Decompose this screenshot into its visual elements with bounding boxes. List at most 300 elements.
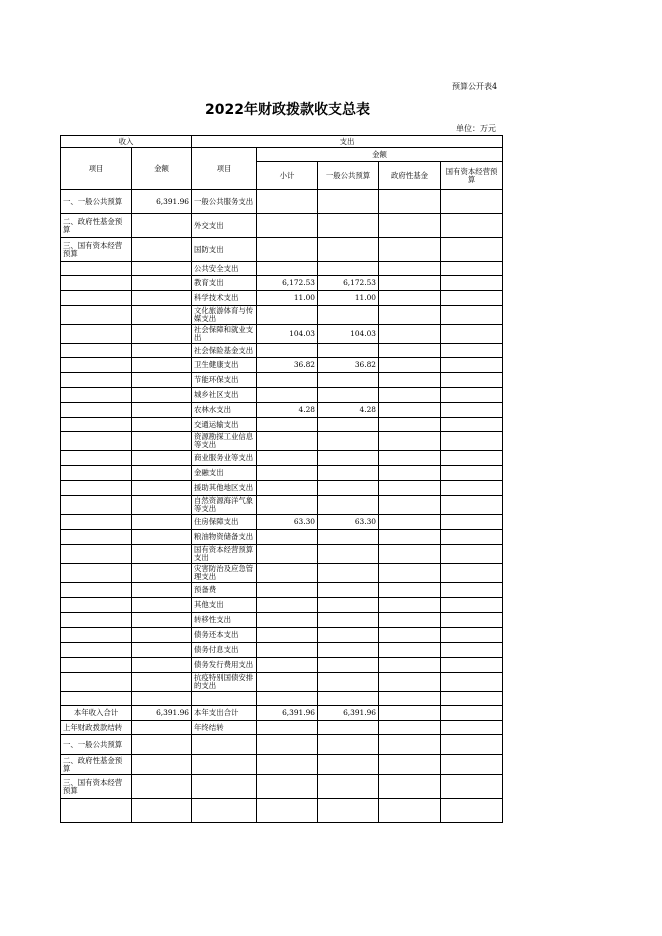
general-budget-cell <box>318 214 379 238</box>
state-capital-cell <box>441 496 503 515</box>
general-budget-cell <box>318 496 379 515</box>
expense-item-cell <box>192 799 257 823</box>
general-budget-cell: 11.00 <box>318 291 379 306</box>
income-amount-cell <box>132 496 192 515</box>
income-amount-cell <box>132 481 192 496</box>
general-budget-cell <box>318 545 379 564</box>
table-row <box>61 564 503 583</box>
subtotal-cell: 36.82 <box>257 358 318 373</box>
expense-item-cell <box>192 775 257 799</box>
expense-item-cell: 交通运输支出 <box>192 418 257 432</box>
fund-cell <box>379 775 441 799</box>
income-item-cell <box>61 545 132 564</box>
state-capital-cell <box>441 775 503 799</box>
general-budget-header: 一般公共预算 <box>318 162 379 190</box>
expense-item-cell: 转移性支出 <box>192 613 257 628</box>
subtotal-cell <box>257 466 318 481</box>
income-amount-cell <box>132 613 192 628</box>
income-item-header: 项目 <box>61 148 132 190</box>
table-row <box>61 190 503 214</box>
expense-item-cell: 商业服务业等支出 <box>192 451 257 466</box>
income-amount-header: 金额 <box>132 148 192 190</box>
expense-item-cell: 自然资源海洋气象等支出 <box>192 496 257 515</box>
income-item-cell <box>61 466 132 481</box>
state-capital-cell <box>441 306 503 325</box>
general-budget-cell: 63.30 <box>318 515 379 530</box>
income-item-cell <box>61 432 132 451</box>
expense-item-cell: 年终结转 <box>192 721 257 735</box>
table-row <box>61 481 503 496</box>
table-row <box>61 262 503 276</box>
fund-cell <box>379 706 441 721</box>
expense-item-cell: 本年支出合计 <box>192 706 257 721</box>
fund-cell <box>379 481 441 496</box>
fund-cell <box>379 735 441 755</box>
subtotal-cell <box>257 481 318 496</box>
table-row <box>61 515 503 530</box>
fund-cell <box>379 673 441 692</box>
general-budget-cell <box>318 418 379 432</box>
fund-cell <box>379 721 441 735</box>
income-amount-cell <box>132 673 192 692</box>
fund-cell <box>379 388 441 403</box>
expense-item-cell: 一般公共服务支出 <box>192 190 257 214</box>
expense-item-cell: 文化旅游体育与传媒支出 <box>192 306 257 325</box>
state-capital-cell <box>441 564 503 583</box>
state-capital-cell <box>441 545 503 564</box>
page-title: 2022年财政拨款收支总表 <box>205 102 370 118</box>
state-capital-header: 国有资本经营预算 <box>441 162 503 190</box>
expense-item-cell: 公共安全支出 <box>192 262 257 276</box>
table-row <box>61 775 503 799</box>
general-budget-cell <box>318 306 379 325</box>
income-amount-cell <box>132 564 192 583</box>
subtotal-cell <box>257 735 318 755</box>
expense-item-cell: 社会保险基金支出 <box>192 344 257 358</box>
state-capital-cell <box>441 418 503 432</box>
subtotal-cell <box>257 262 318 276</box>
fund-cell <box>379 238 441 262</box>
table-row <box>61 276 503 291</box>
income-item-cell: 本年收入合计 <box>61 706 132 721</box>
expense-item-cell <box>192 755 257 775</box>
table-row <box>61 598 503 613</box>
fund-cell <box>379 466 441 481</box>
state-capital-cell <box>441 706 503 721</box>
expense-item-cell <box>192 692 257 706</box>
expense-item-cell: 国有资本经营预算支出 <box>192 545 257 564</box>
income-amount-cell <box>132 755 192 775</box>
subtotal-cell: 6,172.53 <box>257 276 318 291</box>
subtotal-cell: 6,391.96 <box>257 706 318 721</box>
income-item-cell <box>61 325 132 344</box>
expense-header: 支出 <box>192 136 503 148</box>
expense-item-cell: 债务发行费用支出 <box>192 658 257 673</box>
general-budget-cell <box>318 373 379 388</box>
income-item-cell: 上年财政拨款结转 <box>61 721 132 735</box>
table-row <box>61 613 503 628</box>
income-item-cell <box>61 291 132 306</box>
fund-cell <box>379 545 441 564</box>
subtotal-cell <box>257 344 318 358</box>
state-capital-cell <box>441 643 503 658</box>
general-budget-cell: 6,172.53 <box>318 276 379 291</box>
state-capital-cell <box>441 735 503 755</box>
general-budget-cell <box>318 344 379 358</box>
general-budget-cell: 36.82 <box>318 358 379 373</box>
income-amount-cell <box>132 291 192 306</box>
expense-item-cell: 住房保障支出 <box>192 515 257 530</box>
expense-item-cell: 社会保障和就业支出 <box>192 325 257 344</box>
state-capital-cell <box>441 373 503 388</box>
subtotal-cell <box>257 658 318 673</box>
income-item-cell <box>61 262 132 276</box>
fund-cell <box>379 432 441 451</box>
income-amount-cell: 6,391.96 <box>132 190 192 214</box>
income-item-cell <box>61 403 132 418</box>
general-budget-cell: 4.28 <box>318 403 379 418</box>
income-amount-cell <box>132 658 192 673</box>
state-capital-cell <box>441 291 503 306</box>
state-capital-cell <box>441 214 503 238</box>
income-amount-cell <box>132 418 192 432</box>
income-amount-cell <box>132 325 192 344</box>
income-item-cell <box>61 643 132 658</box>
fund-cell <box>379 291 441 306</box>
fund-cell <box>379 583 441 598</box>
expense-item-cell: 外交支出 <box>192 214 257 238</box>
general-budget-cell <box>318 451 379 466</box>
subtotal-cell <box>257 238 318 262</box>
expense-item-cell: 灾害防治及应急管理支出 <box>192 564 257 583</box>
subtotal-cell <box>257 388 318 403</box>
table-row <box>61 545 503 564</box>
fund-cell <box>379 530 441 545</box>
state-capital-cell <box>441 358 503 373</box>
table-row <box>61 373 503 388</box>
fund-cell <box>379 373 441 388</box>
general-budget-cell <box>318 190 379 214</box>
fund-cell <box>379 658 441 673</box>
income-amount-cell <box>132 530 192 545</box>
table-row <box>61 735 503 755</box>
state-capital-cell <box>441 325 503 344</box>
subtotal-cell <box>257 418 318 432</box>
unit-label: 单位：万元 <box>456 124 496 133</box>
general-budget-cell <box>318 262 379 276</box>
general-budget-cell <box>318 721 379 735</box>
income-amount-cell <box>132 451 192 466</box>
general-budget-cell <box>318 432 379 451</box>
expense-item-cell: 教育支出 <box>192 276 257 291</box>
income-amount-cell <box>132 344 192 358</box>
subtotal-cell: 11.00 <box>257 291 318 306</box>
subtotal-cell: 63.30 <box>257 515 318 530</box>
subtotal-cell <box>257 545 318 564</box>
income-item-cell <box>61 418 132 432</box>
fund-cell <box>379 564 441 583</box>
general-budget-cell <box>318 564 379 583</box>
expense-item-cell: 金融支出 <box>192 466 257 481</box>
fund-cell <box>379 358 441 373</box>
income-amount-cell <box>132 643 192 658</box>
expense-item-cell: 卫生健康支出 <box>192 358 257 373</box>
income-item-cell <box>61 628 132 643</box>
expense-item-cell: 城乡社区支出 <box>192 388 257 403</box>
table-row <box>61 306 503 325</box>
income-amount-cell <box>132 403 192 418</box>
income-item-cell <box>61 373 132 388</box>
expense-item-cell: 援助其他地区支出 <box>192 481 257 496</box>
fund-cell <box>379 799 441 823</box>
fund-cell <box>379 403 441 418</box>
general-budget-cell <box>318 755 379 775</box>
table-row <box>61 432 503 451</box>
fund-cell <box>379 325 441 344</box>
general-budget-cell <box>318 658 379 673</box>
income-item-cell <box>61 613 132 628</box>
fund-cell <box>379 598 441 613</box>
fund-cell <box>379 755 441 775</box>
income-amount-cell <box>132 545 192 564</box>
subtotal-cell <box>257 214 318 238</box>
table-row <box>61 358 503 373</box>
subtotal-cell <box>257 799 318 823</box>
income-amount-cell <box>132 306 192 325</box>
fund-cell <box>379 344 441 358</box>
fund-cell <box>379 515 441 530</box>
general-budget-cell <box>318 530 379 545</box>
income-item-cell <box>61 658 132 673</box>
income-amount-cell <box>132 692 192 706</box>
income-amount-cell <box>132 388 192 403</box>
expense-item-cell: 其他支出 <box>192 598 257 613</box>
table-row <box>61 706 503 721</box>
income-amount-cell <box>132 775 192 799</box>
income-amount-cell <box>132 628 192 643</box>
general-budget-cell <box>318 466 379 481</box>
general-budget-cell <box>318 481 379 496</box>
income-amount-cell <box>132 238 192 262</box>
state-capital-cell <box>441 481 503 496</box>
state-capital-cell <box>441 388 503 403</box>
state-capital-cell <box>441 692 503 706</box>
fund-cell <box>379 628 441 643</box>
expense-item-cell: 预备费 <box>192 583 257 598</box>
table-row <box>61 643 503 658</box>
fund-cell <box>379 276 441 291</box>
subtotal-cell <box>257 373 318 388</box>
income-item-cell: 一、一般公共预算 <box>61 190 132 214</box>
state-capital-cell <box>441 721 503 735</box>
expense-item-header: 项目 <box>192 148 257 190</box>
table-row <box>61 291 503 306</box>
income-amount-cell <box>132 358 192 373</box>
state-capital-cell <box>441 658 503 673</box>
income-amount-cell <box>132 466 192 481</box>
subtotal-cell <box>257 432 318 451</box>
subtotal-cell <box>257 721 318 735</box>
expense-item-cell: 抗疫特别国债安排的支出 <box>192 673 257 692</box>
table-row <box>61 628 503 643</box>
table-row <box>61 418 503 432</box>
table-row <box>61 673 503 692</box>
general-budget-cell <box>318 628 379 643</box>
income-amount-cell <box>132 432 192 451</box>
table-row <box>61 451 503 466</box>
income-item-cell <box>61 692 132 706</box>
table-row <box>61 403 503 418</box>
subtotal-cell <box>257 496 318 515</box>
fund-cell <box>379 692 441 706</box>
income-item-cell <box>61 496 132 515</box>
general-budget-cell <box>318 388 379 403</box>
table-row <box>61 721 503 735</box>
income-item-cell <box>61 583 132 598</box>
income-item-cell: 三、国有资本经营预算 <box>61 238 132 262</box>
fund-header: 政府性基金 <box>379 162 441 190</box>
subtotal-cell <box>257 775 318 799</box>
subtotal-cell <box>257 564 318 583</box>
income-item-cell <box>61 451 132 466</box>
income-amount-cell: 6,391.96 <box>132 706 192 721</box>
general-budget-cell: 104.03 <box>318 325 379 344</box>
subtotal-cell <box>257 643 318 658</box>
expense-item-cell: 农林水支出 <box>192 403 257 418</box>
table-row <box>61 755 503 775</box>
income-amount-cell <box>132 598 192 613</box>
state-capital-cell <box>441 238 503 262</box>
fund-cell <box>379 262 441 276</box>
table-row <box>61 496 503 515</box>
income-item-cell <box>61 530 132 545</box>
table-row <box>61 692 503 706</box>
expense-item-cell: 资源勘探工业信息等支出 <box>192 432 257 451</box>
state-capital-cell <box>441 799 503 823</box>
income-amount-cell <box>132 721 192 735</box>
income-amount-cell <box>132 799 192 823</box>
income-amount-cell <box>132 735 192 755</box>
state-capital-cell <box>441 466 503 481</box>
table-row <box>61 583 503 598</box>
table-row <box>61 658 503 673</box>
income-item-cell <box>61 799 132 823</box>
state-capital-cell <box>441 515 503 530</box>
state-capital-cell <box>441 403 503 418</box>
state-capital-cell <box>441 451 503 466</box>
fund-cell <box>379 496 441 515</box>
fund-cell <box>379 643 441 658</box>
income-amount-cell <box>132 515 192 530</box>
subtotal-cell <box>257 598 318 613</box>
income-amount-cell <box>132 262 192 276</box>
amount-group-header: 金额 <box>257 148 503 162</box>
income-item-cell <box>61 306 132 325</box>
subtotal-cell <box>257 613 318 628</box>
fund-cell <box>379 418 441 432</box>
fund-cell <box>379 613 441 628</box>
expense-item-cell: 债务还本支出 <box>192 628 257 643</box>
state-capital-cell <box>441 276 503 291</box>
general-budget-cell <box>318 643 379 658</box>
form-number: 预算公开表4 <box>452 82 498 91</box>
table-row <box>61 238 503 262</box>
income-item-cell <box>61 673 132 692</box>
state-capital-cell <box>441 755 503 775</box>
subtotal-cell <box>257 628 318 643</box>
income-item-cell <box>61 564 132 583</box>
general-budget-cell <box>318 673 379 692</box>
table-row <box>61 214 503 238</box>
income-item-cell <box>61 388 132 403</box>
fund-cell <box>379 190 441 214</box>
subtotal-cell <box>257 692 318 706</box>
income-item-cell <box>61 276 132 291</box>
income-amount-cell <box>132 583 192 598</box>
subtotal-cell <box>257 530 318 545</box>
fund-cell <box>379 214 441 238</box>
budget-table <box>60 135 503 823</box>
general-budget-cell <box>318 775 379 799</box>
subtotal-cell: 104.03 <box>257 325 318 344</box>
table-row <box>61 325 503 344</box>
income-item-cell <box>61 344 132 358</box>
state-capital-cell <box>441 613 503 628</box>
general-budget-cell <box>318 735 379 755</box>
subtotal-header: 小计 <box>257 162 318 190</box>
income-item-cell <box>61 515 132 530</box>
general-budget-cell <box>318 613 379 628</box>
income-item-cell: 二、政府性基金预算 <box>61 214 132 238</box>
state-capital-cell <box>441 628 503 643</box>
general-budget-cell <box>318 692 379 706</box>
state-capital-cell <box>441 344 503 358</box>
state-capital-cell <box>441 262 503 276</box>
table-row <box>61 799 503 823</box>
state-capital-cell <box>441 598 503 613</box>
income-item-cell <box>61 481 132 496</box>
income-amount-cell <box>132 214 192 238</box>
expense-item-cell: 科学技术支出 <box>192 291 257 306</box>
general-budget-cell <box>318 799 379 823</box>
income-item-cell: 三、国有资本经营预算 <box>61 775 132 799</box>
expense-item-cell: 债务付息支出 <box>192 643 257 658</box>
general-budget-cell: 6,391.96 <box>318 706 379 721</box>
state-capital-cell <box>441 530 503 545</box>
expense-item-cell: 国防支出 <box>192 238 257 262</box>
expense-item-cell: 粮油物资储备支出 <box>192 530 257 545</box>
state-capital-cell <box>441 432 503 451</box>
state-capital-cell <box>441 673 503 692</box>
subtotal-cell <box>257 451 318 466</box>
income-amount-cell <box>132 373 192 388</box>
expense-item-cell <box>192 735 257 755</box>
subtotal-cell <box>257 583 318 598</box>
income-item-cell: 二、政府性基金预算 <box>61 755 132 775</box>
subtotal-cell <box>257 673 318 692</box>
expense-item-cell: 节能环保支出 <box>192 373 257 388</box>
subtotal-cell <box>257 306 318 325</box>
table-row <box>61 344 503 358</box>
income-item-cell: 一、一般公共预算 <box>61 735 132 755</box>
table-row <box>61 530 503 545</box>
general-budget-cell <box>318 238 379 262</box>
income-item-cell <box>61 358 132 373</box>
subtotal-cell: 4.28 <box>257 403 318 418</box>
income-item-cell <box>61 598 132 613</box>
general-budget-cell <box>318 598 379 613</box>
subtotal-cell <box>257 190 318 214</box>
